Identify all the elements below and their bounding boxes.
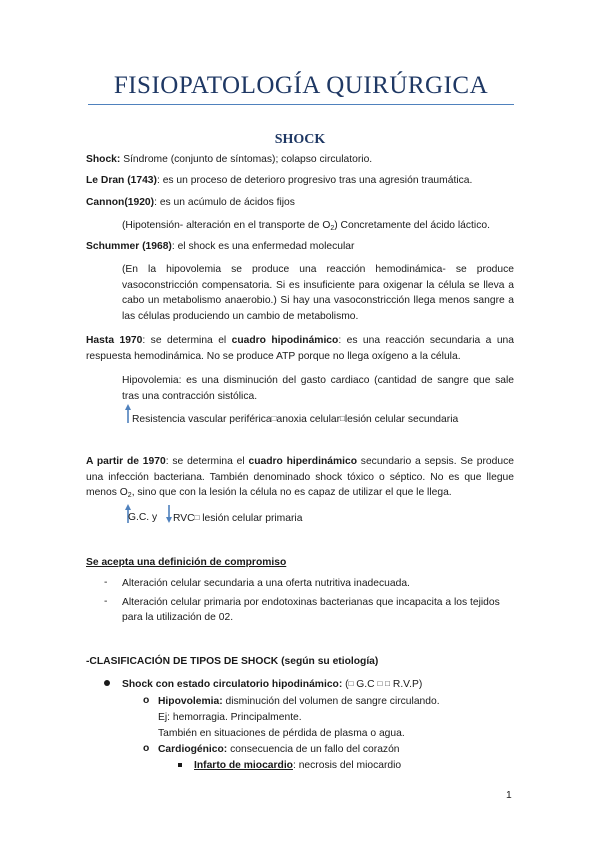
apartir-lead: A partir de 1970 <box>86 456 166 467</box>
box-arrow-icon: □ <box>348 679 354 688</box>
schummer-definition <box>86 240 354 253</box>
schummer-note-line: vasoconstricción compensatoria. Si es insuficiente para oxigenar la célula se lleva a <box>122 279 514 291</box>
schummer-note-line: cabo un metabolismo anaerobio.) Si hay una vasoconstricción llega menos sangre a <box>122 295 514 307</box>
hasta-line-1 <box>86 333 514 349</box>
clasificacion-heading <box>86 655 378 668</box>
hasta-mid: : se determina el <box>142 335 232 346</box>
box-arrow-icon: □ <box>340 414 345 423</box>
hasta-line-2: respuesta hemodinámica. No se produce ATP porque no llega oxígeno a la célula. <box>86 350 461 362</box>
chain-lesion: lesión celular secundaria <box>344 414 459 425</box>
apartir-mid: : se determina el <box>165 456 249 467</box>
chain-rvc: RVC <box>173 513 195 524</box>
hipovolemia-ejemplo: Ej: hemorragia. Principalmente. <box>158 712 302 723</box>
hiperdinamico-chain-gc: G.C. y <box>128 512 158 523</box>
cannon-note-b: ) Concretamente del ácido láctico. <box>334 220 490 231</box>
hipodinamico-rvp: R.V.P) <box>390 679 423 690</box>
cannon-note-sub: 2 <box>330 225 335 232</box>
ledran-term: Le Dran (1743) <box>86 175 157 186</box>
section-title: SHOCK <box>274 132 326 147</box>
apartir-line-3-sub: 2 <box>127 492 132 500</box>
schummer-note-line: las células produciendo un cambio de metabolismo. <box>122 310 359 322</box>
hipodinamico-chain <box>132 412 458 426</box>
box-arrow-icon: □ <box>194 513 200 522</box>
shock-text: Síndrome (conjunto de síntomas); colapso circulatorio. <box>120 154 373 165</box>
hasta-term: cuadro hipodinámico <box>231 335 339 346</box>
down-arrow-icon <box>165 504 173 524</box>
shock-term: Shock: <box>86 154 121 165</box>
ledran-text: : es un proceso de deterioro progresivo tras una agresión traumática. <box>156 175 473 186</box>
clasificacion-heading-rest: (según su etiología) <box>278 656 379 667</box>
chain-resistencia: Resistencia vascular periférica <box>132 414 272 425</box>
hasta-rest: : es una reacción secundaria a una <box>338 335 515 346</box>
hipodinamico-gc: G.C <box>353 679 378 690</box>
hipodinamico-term: Shock con estado circulatorio hipodinámico: <box>122 679 343 690</box>
schummer-note <box>122 262 514 324</box>
hasta-lead: Hasta 1970 <box>86 335 143 346</box>
cannon-term: Cannon(1920) <box>86 197 155 208</box>
cannon-text: : es un acúmulo de ácidos fijos <box>154 197 295 208</box>
schummer-text: : el shock es una enfermedad molecular <box>171 241 355 252</box>
dash-marker: - <box>104 596 108 607</box>
ledran-definition <box>86 174 472 187</box>
up-arrow-icon <box>124 404 132 424</box>
shock-hipodinamico-item <box>122 677 422 691</box>
box-arrow-icon: □ <box>271 414 277 423</box>
square-bullet <box>178 763 182 767</box>
compromiso-item-1: Alteración celular secundaria a una oferta nutritiva inadecuada. <box>122 578 410 589</box>
hipovolemia-item <box>158 695 440 708</box>
cannon-note <box>122 219 490 235</box>
hipovolemia-note <box>122 373 514 404</box>
cannon-note-a: (Hipotensión- alteración en el transporte de O <box>122 220 331 231</box>
apartir-line-3a: menos O <box>86 487 128 499</box>
apartir-line-2: una infección bacteriana. También denominado shock tóxico o séptico. No es que llegue <box>86 471 514 483</box>
sub-bullet-marker: o <box>143 695 150 706</box>
shock-definition <box>86 153 372 166</box>
hipovolemia-term: Hipovolemia: <box>158 696 223 707</box>
apartir-1970-paragraph <box>86 454 514 504</box>
infarto-term: Infarto de miocardio <box>194 760 293 771</box>
compromiso-heading <box>86 556 286 569</box>
cannon-definition <box>86 196 295 209</box>
chain-lesion-primaria: lesión celular primaria <box>199 513 303 524</box>
cardiogenico-text: consecuencia de un fallo del corazón <box>227 744 400 755</box>
apartir-rest: secundario a sepsis. Se produce <box>357 456 514 467</box>
clasificacion-heading-text: -CLASIFICACIÓN DE TIPOS DE SHOCK <box>86 656 279 667</box>
hipo-line-1: Hipovolemia: es una disminución del gasto cardiaco (cantidad de sangre que sale <box>122 375 514 386</box>
chain-anoxia: anoxia celular <box>276 414 341 425</box>
infarto-item <box>194 759 401 772</box>
apartir-line-1 <box>86 454 514 470</box>
title-underline <box>88 104 514 105</box>
cardiogenico-item <box>158 743 400 756</box>
box-arrow-icon: □ <box>377 679 383 688</box>
apartir-line-3 <box>86 485 514 504</box>
apartir-line-3b: , sino que con la lesión la célula no es capaz de utilizar el que le llega. <box>131 487 452 499</box>
hipo-line-2: tras una contracción sistólica. <box>122 390 258 402</box>
schummer-note-line: (En la hipovolemia se produce una reacción hemodinámica- se produce <box>122 264 514 275</box>
cardiogenico-term: Cardiogénico: <box>158 744 228 755</box>
sub-bullet-marker: o <box>143 743 150 754</box>
compromiso-item-2b: para la utilización de 02. <box>122 612 234 623</box>
hasta-1970-paragraph <box>86 333 514 364</box>
document-title: FISIOPATOLOGÍA QUIRÚRGICA <box>113 72 489 99</box>
hipovolemia-tambien: También en situaciones de pérdida de plasma o agua. <box>158 728 405 739</box>
page-number: 1 <box>506 790 512 801</box>
infarto-text: : necrosis del miocardio <box>292 760 402 771</box>
dash-marker: - <box>104 577 108 588</box>
hipodinamico-open: ( <box>342 679 349 690</box>
compromiso-heading-text: Se acepta una definición de compromiso <box>86 557 287 568</box>
box-arrow-icon: □ <box>385 679 391 688</box>
apartir-term: cuadro hiperdinámico <box>248 456 357 467</box>
compromiso-item-2a: Alteración celular primaria por endotoxinas bacterianas que incapacita a los tejidos <box>122 597 500 608</box>
bullet-dot <box>104 680 110 686</box>
schummer-term: Schummer (1968) <box>86 241 172 252</box>
hiperdinamico-chain <box>173 511 302 525</box>
hipovolemia-text: disminución del volumen de sangre circulando. <box>222 696 440 707</box>
